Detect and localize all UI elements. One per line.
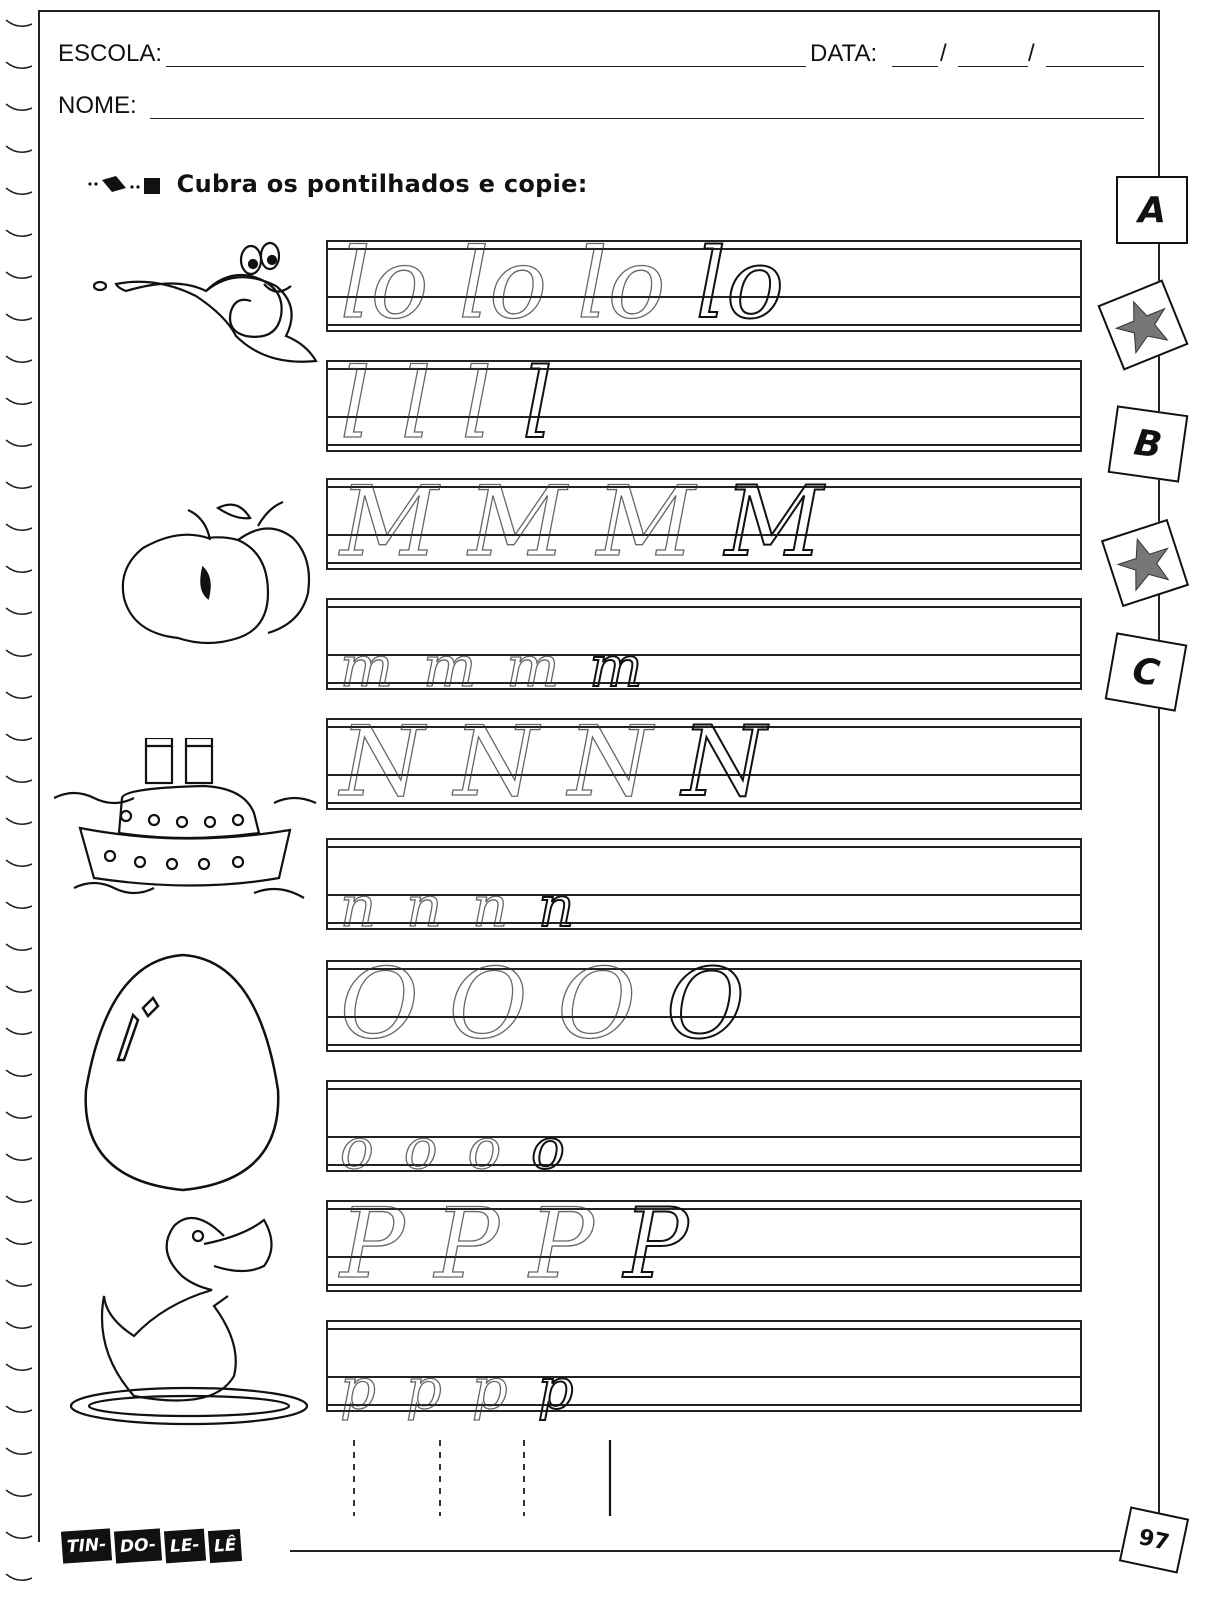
dotted-letter: lo [458,228,547,340]
writing-row[interactable] [326,948,1082,1060]
nome-label: NOME: [58,92,137,119]
pencil-bullet-icon [86,174,168,194]
letter-tracing-group [340,348,553,460]
model-letter: n [538,875,575,940]
side-tag-b [1108,405,1189,482]
side-tag-b-label: B [1131,421,1165,467]
logo-part: LÊ [208,1529,243,1563]
dotted-letter: N [568,706,652,818]
apple-picture [118,498,318,658]
dotted-letter: l [340,348,371,460]
dotted-letter: O [448,948,528,1060]
logo-part: TIN- [61,1528,112,1563]
side-tag-c [1105,632,1188,711]
escola-label: ESCOLA: [58,40,163,67]
writing-row[interactable] [326,706,1082,818]
page-number-text: 97 [1136,1524,1172,1556]
data-label: DATA: [810,40,878,67]
escola-field[interactable] [166,66,806,67]
guide-line [328,606,1080,608]
model-letter: l [522,348,553,460]
guide-line [328,1088,1080,1090]
descender-guide-lines [340,1440,670,1520]
logo-part: LE- [164,1529,206,1564]
footer-line [290,1550,1120,1552]
snail-picture [86,236,326,396]
spiral-binding [0,0,40,1600]
writing-row[interactable] [326,1188,1082,1300]
model-letter: O [666,948,745,1060]
instruction [86,170,588,198]
dotted-letter: o [340,1117,374,1182]
dotted-letter: p [471,1357,508,1422]
writing-row[interactable] [326,348,1082,460]
dotted-letter: m [340,635,394,700]
side-tag-a-label: A [1138,189,1166,231]
model-letter: P [623,1188,689,1300]
duck-picture [64,1206,314,1436]
ship-picture [54,738,324,938]
letter-tracing-group [340,875,575,940]
date-separator-1: / [940,40,947,67]
dotted-letter: O [340,948,419,1060]
model-letter: M [724,466,824,578]
dotted-letter: M [340,466,439,578]
letter-tracing-group [340,706,766,818]
letter-tracing-group [340,466,824,578]
dotted-letter: n [472,875,509,940]
page-number [1119,1506,1189,1573]
dotted-letter: N [454,706,538,818]
dotted-letter: l [461,348,493,460]
dotted-letter: lo [577,228,666,340]
letter-tracing-group [340,948,745,1060]
dotted-letter: o [467,1117,502,1182]
writing-row[interactable] [326,1320,1082,1422]
letter-tracing-group [340,1188,689,1300]
date-year-field[interactable] [1046,66,1144,67]
dotted-letter: N [340,706,424,818]
logo-part: DO- [114,1528,162,1563]
date-month-field[interactable] [958,66,1028,67]
model-letter: p [537,1357,574,1422]
dotted-letter: O [557,948,637,1060]
writing-row[interactable] [326,838,1082,940]
dotted-letter: M [468,466,567,578]
writing-row[interactable] [326,228,1082,340]
guide-line [328,846,1080,848]
dotted-letter: P [340,1188,405,1300]
letter-tracing-group [340,228,784,340]
egg-picture [78,950,288,1200]
model-letter: N [682,706,766,818]
dotted-letter: M [596,466,695,578]
letter-tracing-group [340,635,643,700]
dotted-letter: n [340,875,377,940]
tin-do-le-le-logo [62,1530,241,1562]
dotted-letter: l [400,348,432,460]
dotted-letter: lo [340,228,429,340]
dotted-letter: m [423,635,477,700]
dotted-letter: n [406,875,443,940]
guide-line [328,1328,1080,1330]
writing-row[interactable] [326,598,1082,700]
writing-row[interactable] [326,1080,1082,1182]
letter-tracing-group [340,1357,574,1422]
model-letter: o [531,1117,565,1182]
model-letter: m [589,635,643,700]
dotted-letter: p [405,1357,442,1422]
dotted-letter: o [403,1117,438,1182]
date-separator-2: / [1028,40,1035,67]
dotted-letter: p [340,1357,376,1422]
letter-tracing-group [340,1117,565,1182]
nome-field[interactable] [150,118,1144,119]
writing-row[interactable] [326,466,1082,578]
model-letter: lo [695,228,784,340]
date-day-field[interactable] [892,66,938,67]
dotted-letter: P [529,1188,594,1300]
dotted-letter: P [434,1188,500,1300]
dotted-letter: m [506,635,560,700]
side-tag-c-label: C [1129,649,1163,695]
side-tag-a [1116,176,1188,244]
instruction-text: Cubra os pontilhados e copie: [176,170,588,198]
